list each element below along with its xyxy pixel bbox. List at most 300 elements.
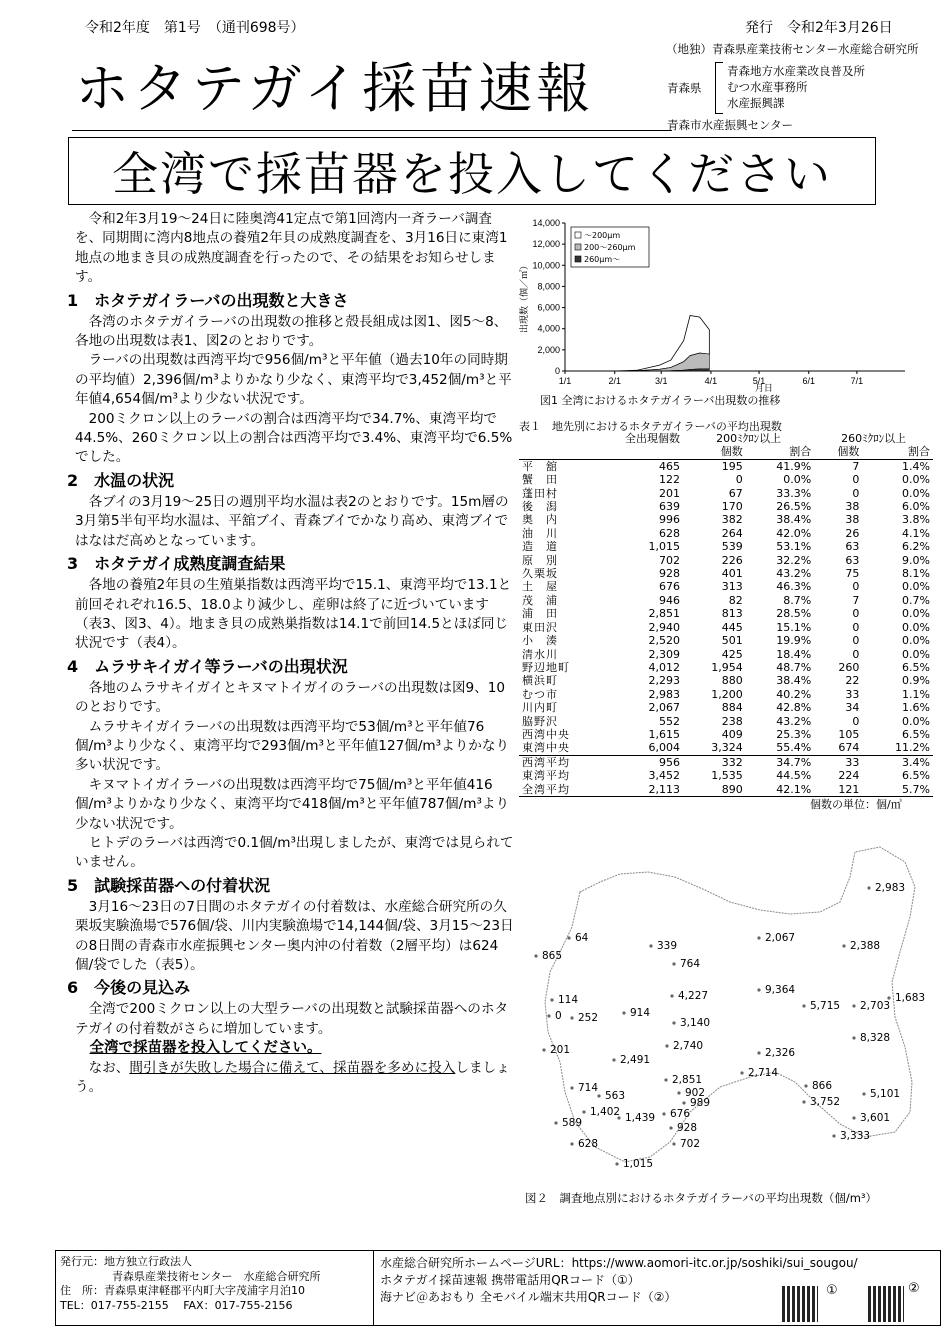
- x-tick-label: 5/1: [752, 376, 766, 386]
- row-value: 465: [659, 459, 681, 473]
- row-label: 野辺地町: [522, 660, 570, 674]
- station-count: 865: [542, 950, 563, 962]
- station-count: 2,703: [860, 1000, 891, 1012]
- row-value: 2,940: [648, 620, 681, 634]
- issue-number: 令和2年度 第1号 （通刊698号）: [85, 20, 305, 36]
- th-260-pct: 割合: [908, 445, 930, 459]
- table-row: [519, 701, 933, 714]
- row-value: 0.0%: [902, 486, 930, 500]
- th-200-count: 個数: [720, 445, 743, 459]
- figure-2-caption: 図２ 調査地点別におけるホタテガイラーバの平均出現数（個/m³）: [525, 1191, 878, 1205]
- station-count: 201: [550, 1044, 571, 1056]
- row-value: 40.2%: [776, 687, 812, 701]
- row-label: 横浜町: [522, 674, 558, 688]
- row-value: 38: [845, 500, 860, 514]
- table-row: [519, 500, 933, 513]
- station-count: 4,227: [678, 990, 709, 1002]
- row-value: 75: [845, 567, 860, 581]
- row-value: 676: [659, 580, 681, 594]
- station-count: 252: [578, 1012, 599, 1024]
- section-1-p3: 200ミクロン以上のラーバの割合は西湾平均で34.7%、東湾平均で44.5%、260ミクロン以上の割合は西湾平均で3.4%、東湾平均で6.5%でした。: [75, 410, 513, 466]
- newsletter-title: ホタテガイ採苗速報: [75, 57, 595, 120]
- row-value: 1,615: [648, 727, 681, 741]
- row-value: 946: [659, 593, 681, 607]
- station-count: 1,015: [623, 1158, 654, 1170]
- row-value: 409: [721, 727, 743, 741]
- row-value: 0.0%: [902, 620, 930, 634]
- x-tick-label: 6/1: [802, 376, 816, 386]
- map-labels: [520, 832, 935, 1182]
- station-count: 2,326: [765, 1047, 796, 1059]
- row-value: 928: [659, 567, 681, 581]
- row-value: 238: [721, 714, 743, 728]
- station-count: 339: [657, 940, 678, 952]
- row-value: 0.0%: [902, 473, 930, 487]
- table-body: [519, 459, 933, 796]
- table-row: [519, 540, 933, 553]
- row-value: 41.9%: [776, 459, 812, 473]
- table-row: [519, 688, 933, 701]
- row-value: 1.6%: [902, 701, 930, 715]
- qr-marker-1: ①: [826, 1283, 838, 1298]
- row-value: 5.7%: [902, 782, 930, 796]
- section-1-p2: ラーバの出現数は西湾平均で956個/m³と平年値（過去10年の同時期の平均値）2,396個/m³よりかなり少なく、東湾平均で3,452個/m³と平年値4,654個/m³より少ない状況です。: [75, 352, 512, 408]
- row-label: 久栗坂: [522, 567, 558, 581]
- row-value: 1,015: [648, 540, 681, 554]
- row-label: 東湾平均: [522, 769, 570, 783]
- publisher-phone: TEL：017-755-2155 FAX：017-755-2156: [60, 1298, 293, 1312]
- table-caption: 表１ 地先別におけるホタテガイラーバの平均出現数: [519, 420, 782, 433]
- th-200-pct: 割合: [789, 445, 812, 459]
- row-value: 19.9%: [776, 634, 812, 648]
- org-city: 青森市水産振興センター: [667, 118, 794, 132]
- row-label: 奥 内: [522, 513, 558, 527]
- row-value: 313: [721, 580, 743, 594]
- row-value: 42.1%: [776, 782, 812, 796]
- row-value: 1,954: [711, 660, 743, 674]
- table-row: [519, 621, 933, 634]
- section-1-p1: 各湾のホタテガイラーバの出現数の推移と殻長組成は図1、図5～8、各地の出現数は表1、図2のとおりです。: [75, 313, 508, 350]
- row-label: 茂 浦: [522, 593, 558, 607]
- title-underline: [72, 130, 672, 131]
- section-5-heading: 5 試験採苗器への付着状況: [67, 875, 271, 895]
- row-value: 43.2%: [776, 567, 812, 581]
- row-value: 0: [852, 580, 860, 594]
- y-tick-label: 6,000: [537, 302, 560, 313]
- row-label: 後 潟: [522, 500, 558, 514]
- row-label: 清水川: [522, 647, 558, 661]
- section-6-p3a: なお、: [88, 1059, 130, 1076]
- table-row: [519, 648, 933, 661]
- row-value: 122: [659, 473, 681, 487]
- station-count: 2,067: [765, 932, 796, 944]
- row-value: 28.5%: [776, 607, 812, 621]
- row-value: 2,520: [648, 634, 681, 648]
- chart-layer: [518, 218, 905, 393]
- station-count: 0: [555, 1010, 562, 1022]
- table-row: [519, 728, 933, 741]
- row-value: 539: [721, 540, 743, 554]
- legend-label: 260μm～: [584, 255, 621, 264]
- th-total: 全出現個数: [625, 432, 681, 445]
- table-row: [519, 741, 933, 755]
- section-6-p3c: しましょう。: [75, 1059, 510, 1096]
- publisher-line-2: 青森県産業技術センター 水産総合研究所: [112, 1269, 321, 1283]
- row-value: 121: [838, 782, 860, 796]
- row-value: 33: [845, 755, 860, 769]
- row-value: 890: [721, 782, 743, 796]
- section-3-heading: 3 ホタテガイ成熟度調査結果: [67, 554, 286, 574]
- row-value: 4.1%: [902, 526, 930, 540]
- row-value: 0: [852, 714, 860, 728]
- row-label: 土 屋: [522, 580, 558, 594]
- row-value: 0: [852, 607, 860, 621]
- station-count: 8,328: [860, 1032, 891, 1044]
- station-count: 563: [605, 1090, 626, 1102]
- row-value: 32.2%: [776, 553, 812, 567]
- row-value: 224: [838, 769, 860, 783]
- links-box: [373, 1250, 941, 1326]
- station-count: 902: [685, 1087, 706, 1099]
- row-label: 蓬田村: [522, 486, 558, 500]
- row-value: 2,851: [648, 607, 681, 621]
- row-value: 445: [721, 620, 743, 634]
- station-count: 1,439: [625, 1112, 656, 1124]
- station-count: 2,740: [673, 1040, 704, 1052]
- headline-banner: 全湾で採苗器を投入してください: [68, 137, 876, 205]
- row-value: 0.0%: [902, 607, 930, 621]
- row-value: 44.5%: [776, 769, 812, 783]
- table-row: [519, 554, 933, 567]
- row-label: 全湾平均: [522, 782, 570, 796]
- row-value: 4,012: [648, 660, 681, 674]
- row-value: 0: [852, 647, 860, 661]
- x-tick-label: 1/1: [558, 376, 572, 386]
- row-value: 6.5%: [902, 769, 930, 783]
- row-value: 1,200: [711, 687, 743, 701]
- homepage-url[interactable]: 水産総合研究所ホームページURL：https://www.aomori-itc.or.jp/soshiki/sui_sougou/: [380, 1256, 858, 1270]
- legend-label: 200～260μm: [584, 243, 636, 252]
- row-value: 22: [845, 674, 860, 688]
- table-row: [519, 715, 933, 728]
- station-count: 3,333: [840, 1130, 871, 1142]
- org-pref: 青森県: [667, 81, 702, 95]
- station-count: 5,715: [810, 1000, 841, 1012]
- table-row: [519, 459, 933, 473]
- average-row: [519, 783, 933, 797]
- row-value: 401: [721, 567, 743, 581]
- station-count: 702: [680, 1138, 701, 1150]
- table-row: [519, 513, 933, 526]
- station-count: 589: [562, 1117, 583, 1129]
- x-axis-label: 月日: [754, 383, 773, 393]
- y-tick-label: 2,000: [537, 344, 560, 355]
- row-label: 浦 田: [522, 607, 558, 621]
- station-count: 114: [558, 994, 579, 1006]
- section-1-heading: 1 ホタテガイラーバの出現数と大きさ: [67, 290, 349, 310]
- org-bracket: [715, 62, 723, 114]
- row-value: 6.0%: [902, 500, 930, 514]
- legend-swatch: [575, 244, 581, 250]
- row-label: 西湾中央: [522, 727, 570, 741]
- row-label: 東田沢: [522, 620, 558, 634]
- row-value: 170: [721, 500, 743, 514]
- row-value: 8.1%: [902, 567, 930, 581]
- row-value: 34: [845, 701, 860, 715]
- row-value: 8.7%: [783, 593, 812, 607]
- row-value: 628: [659, 526, 681, 540]
- row-value: 34.7%: [776, 755, 812, 769]
- row-value: 26.5%: [776, 500, 812, 514]
- y-tick-label: 12,000: [532, 239, 560, 250]
- org-main: （地独）青森県産業技術センター水産総合研究所: [666, 42, 919, 56]
- station-count: 1,683: [895, 992, 926, 1004]
- section-6-p3b: 間引きが失敗した場合に備えて、採苗器を多めに投入: [129, 1059, 456, 1076]
- table-row: [519, 607, 933, 620]
- row-value: 26: [845, 526, 860, 540]
- row-value: 3.4%: [902, 755, 930, 769]
- qr-code-2[interactable]: [868, 1286, 904, 1322]
- row-value: 702: [659, 553, 681, 567]
- row-value: 38: [845, 513, 860, 527]
- row-label: 平 舘: [522, 459, 558, 473]
- section-4-p3: キヌマトイガイラーバの出現数は西湾平均で75個/m³と平年値416個/m³よりかなり少なく、東湾平均で418個/m³と平年値787個/m³より少ない状況です。: [75, 776, 510, 832]
- row-label: 原 別: [522, 553, 558, 567]
- row-label: 脇野沢: [522, 714, 558, 728]
- table-row: [519, 567, 933, 580]
- row-value: 38.4%: [776, 674, 812, 688]
- station-count: 914: [630, 1007, 651, 1019]
- station-count: 2,388: [850, 940, 881, 952]
- row-value: 1.1%: [902, 687, 930, 701]
- row-value: 6.5%: [902, 660, 930, 674]
- larvae-table: [519, 432, 933, 797]
- row-value: 15.1%: [776, 620, 812, 634]
- row-value: 332: [721, 755, 743, 769]
- row-label: 造 道: [522, 540, 558, 554]
- qr-marker-2: ②: [908, 1281, 920, 1296]
- station-count: 989: [690, 1097, 711, 1109]
- row-value: 11.2%: [895, 741, 930, 755]
- article-body: [67, 210, 515, 1097]
- row-value: 0.9%: [902, 674, 930, 688]
- legend-swatch: [575, 232, 581, 238]
- section-2-p1: 各ブイの3月19～25日の週別平均水温は表2のとおりです。15m層の3月第5半旬平均水温は、平舘ブイ、青森ブイでかなり高め、東湾ブイではなはだ高めとなっています。: [75, 493, 509, 549]
- row-value: 7: [852, 593, 860, 607]
- table-row: [519, 661, 933, 674]
- row-value: 260: [838, 660, 860, 674]
- row-value: 880: [721, 674, 743, 688]
- row-value: 53.1%: [776, 540, 812, 554]
- section-3-p1: 各地の養殖2年貝の生殖巣指数は西湾平均で15.1、東湾平均で13.1と前回それぞれ16.5、18.0より減少し、産卵は終了に近づいています（表3、図3、4）。地まき貝の成熟巣指数は14.1で前回14.5とほぼ同じ状況です（表4）。: [75, 577, 512, 652]
- section-2-heading: 2 水温の状況: [67, 470, 175, 490]
- row-value: 42.8%: [776, 701, 812, 715]
- station-count: 9,364: [765, 984, 796, 996]
- row-value: 3.8%: [902, 513, 930, 527]
- y-axis-label: 出現数（個／㎥）: [520, 260, 530, 334]
- figure-1-caption: 図1 全湾におけるホタテガイラーバ出現数の推移: [540, 394, 781, 407]
- row-value: 813: [721, 607, 743, 621]
- row-value: 38.4%: [776, 513, 812, 527]
- row-value: 0.0%: [902, 714, 930, 728]
- station-count: 764: [680, 958, 701, 970]
- publisher-address: 住 所：青森県東津軽郡平内町大字茂浦字月泊10: [60, 1284, 305, 1297]
- section-4-p1: 各地のムラサキイガイとキヌマトイガイのラーバの出現数は図9、10のとおりです。: [75, 679, 506, 716]
- table-row: [519, 634, 933, 647]
- table-row: [519, 473, 933, 486]
- y-tick-label: 8,000: [537, 281, 560, 292]
- y-tick-label: 4,000: [537, 323, 560, 334]
- row-label: 東湾中央: [522, 741, 570, 755]
- average-row: [519, 755, 933, 769]
- station-count: 628: [578, 1138, 599, 1150]
- row-value: 501: [721, 634, 743, 648]
- x-tick-label: 4/1: [704, 376, 718, 386]
- row-value: 0.0%: [783, 473, 812, 487]
- table-row: [519, 594, 933, 607]
- section-6-heading: 6 今後の見込み: [67, 978, 191, 998]
- station-count: 3,140: [680, 1017, 711, 1029]
- row-value: 43.2%: [776, 714, 812, 728]
- qr-code-1[interactable]: [782, 1286, 818, 1322]
- issue-date: 発行 令和2年3月26日: [745, 20, 893, 36]
- table-row: [519, 674, 933, 687]
- row-value: 63: [845, 540, 860, 554]
- row-value: 9.0%: [902, 553, 930, 567]
- station-count: 3,752: [810, 1096, 841, 1108]
- legend-label: ～200μm: [584, 231, 621, 240]
- average-row: [519, 769, 933, 782]
- row-value: 956: [659, 755, 681, 769]
- row-value: 382: [721, 513, 743, 527]
- station-count: 64: [575, 932, 589, 944]
- row-value: 33.3%: [776, 486, 812, 500]
- row-value: 1,535: [711, 769, 743, 783]
- org-1: 青森地方水産業改良普及所: [727, 64, 865, 78]
- row-value: 0.0%: [902, 580, 930, 594]
- section-4-heading: 4 ムラサキイガイ等ラーバの出現状況: [67, 656, 348, 676]
- row-value: 63: [845, 553, 860, 567]
- row-value: 996: [659, 513, 681, 527]
- row-value: 42.0%: [776, 526, 812, 540]
- row-value: 0.0%: [902, 647, 930, 661]
- row-value: 3,324: [711, 741, 743, 755]
- row-value: 201: [659, 486, 681, 500]
- th-260-count: 個数: [837, 445, 860, 459]
- section-6-callout: 全湾で採苗器を投入してください。: [89, 1040, 322, 1057]
- row-value: 0: [852, 620, 860, 634]
- row-value: 33: [845, 687, 860, 701]
- table-row: [519, 527, 933, 540]
- station-count: 928: [677, 1122, 698, 1134]
- station-count: 2,714: [748, 1067, 779, 1079]
- row-value: 7: [852, 459, 860, 473]
- table-row: [519, 580, 933, 593]
- y-tick-label: 14,000: [532, 218, 560, 228]
- station-count: 714: [578, 1082, 599, 1094]
- legend-swatch: [575, 256, 581, 262]
- row-value: 552: [659, 714, 681, 728]
- row-label: 西湾平均: [522, 755, 570, 769]
- station-count: 5,101: [870, 1088, 901, 1100]
- publisher-box: [55, 1250, 373, 1326]
- row-value: 2,309: [648, 647, 681, 661]
- row-value: 0: [852, 473, 860, 487]
- x-tick-label: 3/1: [654, 376, 668, 386]
- row-value: 46.3%: [776, 580, 812, 594]
- row-value: 18.4%: [776, 647, 812, 661]
- th-260: 260ﾐｸﾛﾝ以上: [841, 432, 907, 445]
- row-value: 2,293: [648, 674, 681, 688]
- larvae-trend-chart: [515, 215, 935, 395]
- publisher-line-1: 発行元：地方独立行政法人: [60, 1255, 192, 1268]
- row-value: 67: [728, 486, 743, 500]
- row-value: 264: [721, 526, 743, 540]
- row-label: 油 川: [522, 526, 558, 540]
- row-label: 川内町: [522, 701, 558, 715]
- org-2: むつ水産事務所: [727, 80, 808, 94]
- row-value: 0: [852, 486, 860, 500]
- section-4-p2: ムラサキイガイラーバの出現数は西湾平均で53個/m³と平年値76個/m³より少なく、東湾平均で293個/m³と平年値127個/m³よりかなり多い状況です。: [75, 718, 510, 774]
- row-value: 226: [721, 553, 743, 567]
- row-value: 639: [659, 500, 681, 514]
- section-4-p4: ヒトデのラーバは西湾で0.1個/m³出現しましたが、東湾では見られていません。: [75, 834, 514, 871]
- row-value: 105: [838, 727, 860, 741]
- row-value: 6.2%: [902, 540, 930, 554]
- section-6-p1: 全湾で200ミクロン以上の大型ラーバの出現数と試験採苗器へのホタテガイの付着数がさらに増加しています。: [75, 1001, 509, 1037]
- y-tick-label: 10,000: [532, 260, 560, 271]
- row-value: 0.7%: [902, 593, 930, 607]
- section-5-p1: 3月16～23日の7日間のホタテガイの付着数は、水産総合研究所の久栗坂実験漁場で576個/袋、川内実験漁場で14,144個/袋、3月15～23日の8日間の青森市水産振興センター奥内沖の付着数（2層平均）は624個/袋でした（表5）。: [75, 898, 514, 973]
- station-count: 866: [812, 1080, 833, 1092]
- qr-caption-2: 海ナビ＠あおもり 全モバイル端末共用QRコード（②）: [380, 1290, 677, 1304]
- row-value: 425: [721, 647, 743, 661]
- row-label: 蟹 田: [522, 473, 558, 487]
- row-value: 3,452: [648, 769, 681, 783]
- table-row: [519, 487, 933, 500]
- row-value: 884: [721, 701, 743, 715]
- row-value: 2,113: [648, 782, 681, 796]
- row-value: 1.4%: [902, 459, 930, 473]
- row-value: 48.7%: [776, 660, 812, 674]
- row-value: 0: [735, 473, 743, 487]
- x-tick-label: 2/1: [608, 376, 621, 386]
- x-tick-label: 7/1: [850, 376, 864, 386]
- table-unit: 個数の単位：個/㎥: [810, 798, 902, 811]
- row-value: 6.5%: [902, 727, 930, 741]
- row-value: 55.4%: [776, 741, 812, 755]
- qr-caption-1: ホタテガイ採苗速報 携帯電話用QRコード（①）: [380, 1273, 640, 1287]
- station-count: 3,601: [860, 1112, 891, 1124]
- row-value: 0: [852, 634, 860, 648]
- row-label: むつ市: [522, 687, 558, 701]
- station-count: 2,983: [875, 882, 906, 894]
- row-value: 6,004: [648, 741, 681, 755]
- row-value: 195: [721, 459, 743, 473]
- row-value: 25.3%: [776, 727, 812, 741]
- th-200: 200ﾐｸﾛﾝ以上: [716, 432, 782, 445]
- intro: 令和2年3月19～24日に陸奥湾41定点で第1回湾内一斉ラーバ調査を、同期間に湾内8地点の養殖2年貝の成熟度調査を、3月16日に東湾1地点の地まき貝の成熟度調査を行ったので、その結果をお知らせします。: [75, 211, 508, 286]
- row-value: 82: [728, 593, 743, 607]
- station-count: 676: [670, 1108, 691, 1120]
- station-count: 1,402: [590, 1106, 621, 1118]
- y-tick-label: 0: [554, 366, 560, 376]
- row-value: 2,983: [648, 687, 681, 701]
- station-count: 2,851: [672, 1074, 703, 1086]
- row-value: 0.0%: [902, 634, 930, 648]
- row-value: 674: [838, 741, 860, 755]
- station-count: 2,491: [620, 1054, 651, 1066]
